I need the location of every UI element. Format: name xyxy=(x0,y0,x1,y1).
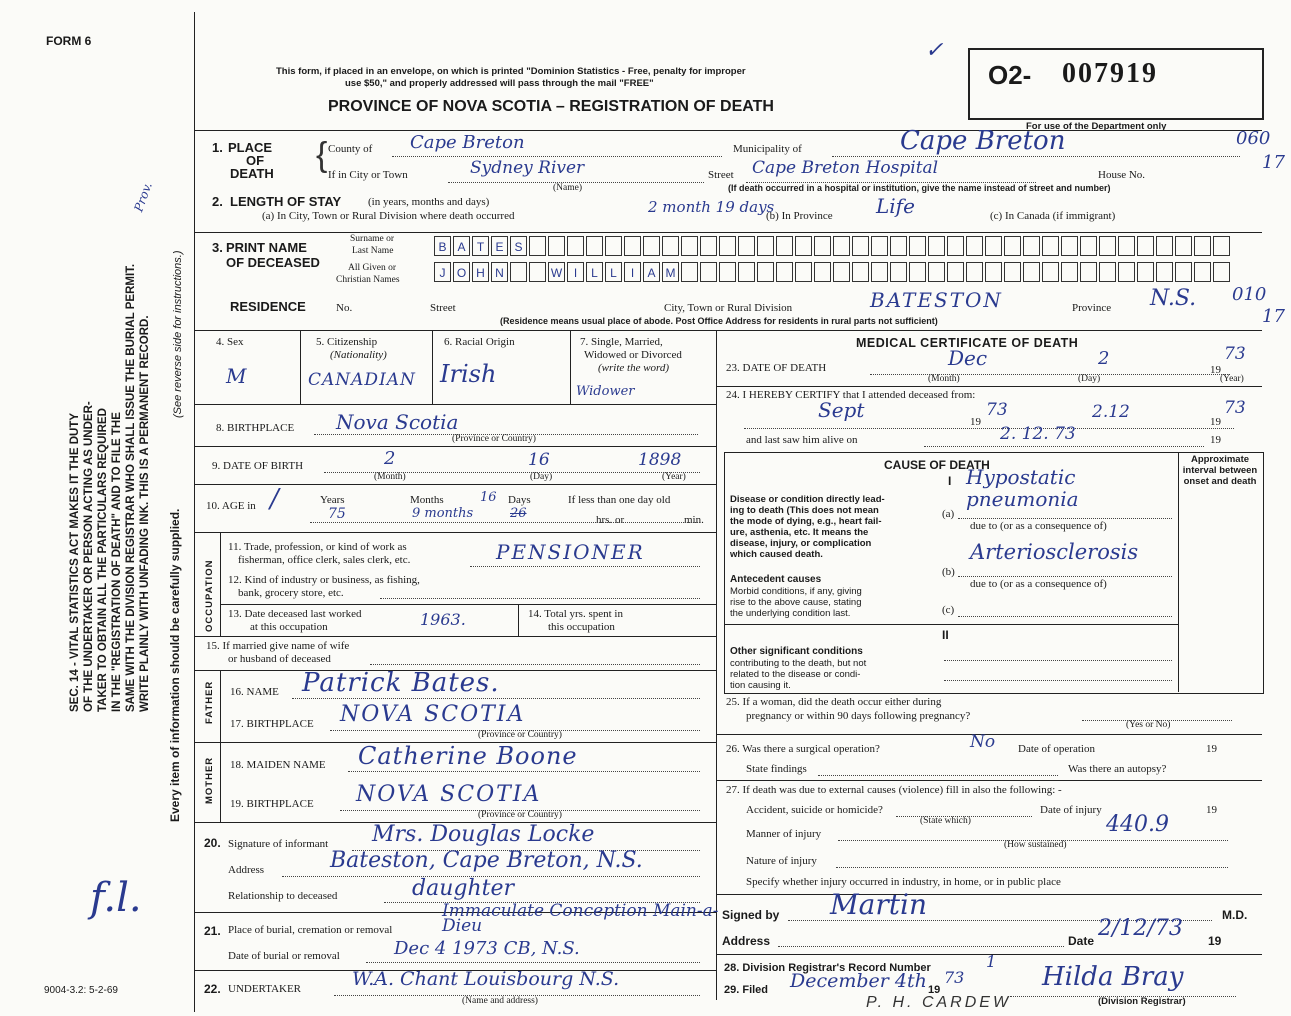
undertaker-num: 22. xyxy=(204,982,221,996)
surname-letter-box xyxy=(1137,236,1154,256)
disease-text: Disease or condition directly lead- ing to death (This does not mean the mode of dying, e.g., heart fail- ure, asthenia, etc. It means the disease, injury, or complication which caused death. xyxy=(730,494,885,560)
divider xyxy=(194,330,1262,331)
undertaker-value: W.A. Chant Louisbourg N.S. xyxy=(352,968,620,990)
marginal-note: Prov. xyxy=(131,180,155,214)
state-which-caption: (State which) xyxy=(920,816,971,826)
street-value: Cape Breton Hospital xyxy=(752,158,939,178)
md-label: M.D. xyxy=(1222,908,1248,922)
surname-letter-box xyxy=(1213,236,1230,256)
father-bp-caption: (Province or Country) xyxy=(478,730,562,740)
cause-b-value: Arteriosclerosis xyxy=(970,540,1139,564)
years-label: Years xyxy=(320,494,345,506)
marital-label: 7. Single, Married, xyxy=(580,336,663,348)
surname-letter-box xyxy=(567,236,584,256)
burial-date-value: Dec 4 1973 CB, N.S. xyxy=(394,938,580,959)
marital-label-3: (write the word) xyxy=(598,362,670,374)
given-name-letter-box xyxy=(1080,262,1097,282)
nineteen-from: 19 xyxy=(970,416,981,428)
industry-label: 12. Kind of industry or business, as fishing, xyxy=(228,574,420,586)
given-label: All Given or xyxy=(348,263,397,273)
how-sustained-caption: (How sustained) xyxy=(1004,840,1067,850)
given-label-2: Christian Names xyxy=(336,275,400,285)
date-of-death-label: 23. DATE OF DEATH xyxy=(726,362,827,374)
hrs-label: hrs. or xyxy=(596,514,625,526)
cause-a-value: Hypostatic pneumonia xyxy=(966,465,1079,511)
form-code: 9004-3.2: 5-2-69 xyxy=(44,985,118,996)
marital-value: Widower xyxy=(576,384,635,399)
filed-year-prefix: 19 xyxy=(928,984,941,996)
months-value: 9 months xyxy=(412,506,474,521)
death-day: 2 xyxy=(1098,348,1110,369)
autopsy-label: Was there an autopsy? xyxy=(1068,763,1167,775)
informant-num: 20. xyxy=(204,836,221,850)
due-to-label-1: due to (or as a consequence of) xyxy=(970,520,1107,532)
given-name-letter-box xyxy=(928,262,945,282)
death-year: 73 xyxy=(1224,344,1246,364)
city-value: Sydney River xyxy=(470,158,585,178)
filed-year: 73 xyxy=(944,968,965,987)
given-name-letter-box xyxy=(947,262,964,282)
department-use-label: For use of the Department only xyxy=(1026,121,1167,132)
given-name-letter-box xyxy=(1118,262,1135,282)
residence-street-label: Street xyxy=(430,302,456,314)
interval-label: Approximate interval between onset and death xyxy=(1182,454,1258,487)
citizenship-label: 5. Citizenship xyxy=(316,336,378,348)
registration-number: 007919 xyxy=(1062,58,1158,89)
form-title: PROVINCE OF NOVA SCOTIA – REGISTRATION OF DEATH xyxy=(328,98,774,115)
surname-letter-box xyxy=(852,236,869,256)
surname-letter-box xyxy=(738,236,755,256)
spouse-label: 15. If married give name of wife xyxy=(206,640,350,652)
informant-signature-label: Signature of informant xyxy=(228,838,329,850)
surname-letter-box: B xyxy=(434,236,451,256)
residence-province-value: N.S. xyxy=(1150,286,1197,311)
yes-no-caption: (Yes or No) xyxy=(1126,720,1171,730)
street-label: Street xyxy=(708,169,734,181)
racial-origin-label: 6. Racial Origin xyxy=(444,336,515,348)
record-number-label: 28. Division Registrar's Record Number xyxy=(724,962,931,974)
dob-label: 9. DATE OF BIRTH xyxy=(212,460,304,472)
place-label-death: DEATH xyxy=(230,166,274,181)
given-name-letter-box: I xyxy=(624,262,641,282)
father-name-label: 16. NAME xyxy=(230,686,279,698)
other-conditions-text: contributing to the death, but not related to the disease or condi- tion causing it. xyxy=(730,658,867,691)
part-two-label: II xyxy=(942,628,949,642)
given-name-letter-box xyxy=(681,262,698,282)
surname-letter-box xyxy=(833,236,850,256)
stay-c-label: (c) In Canada (if immigrant) xyxy=(990,210,1116,222)
surname-letter-box: E xyxy=(491,236,508,256)
surgery-answer: No xyxy=(970,732,996,752)
surname-letter-box xyxy=(909,236,926,256)
registrar-signature: Hilda Bray xyxy=(1042,962,1184,992)
last-worked-value: 1963. xyxy=(420,610,466,629)
age-label: 10. AGE in xyxy=(206,500,256,512)
surname-letter-box xyxy=(757,236,774,256)
surname-letter-box xyxy=(662,236,679,256)
father-side-label: FATHER xyxy=(204,680,215,724)
given-name-letter-box xyxy=(529,262,546,282)
left-border-line xyxy=(194,12,195,1012)
mother-side-label: MOTHER xyxy=(204,756,215,804)
brace: { xyxy=(316,136,328,174)
undertaker-caption: (Name and address) xyxy=(462,996,538,1006)
municipality-value: Cape Breton xyxy=(900,126,1066,156)
instructions-vertical-text: SEC. 14 - VITAL STATISTICS ACT MAKES IT THE DUTY OF THE UNDERTAKER OR PERSON ACTING AS UNDER- TAKER TO OBTAIN ALL THE PARTICULARS REQUIRED IN THE "REGISTRATION OF DEATH" AND TO FILE THE SAME WITH THE DIVISION REGISTRAR WHO SHALL ISSUE THE BURIAL PERMIT. WRITE PLAINLY WITH UNFADING INK. THIS IS A PERMANENT RECORD. xyxy=(69,263,151,712)
given-name-letter-box xyxy=(719,262,736,282)
death-month: Dec xyxy=(948,346,988,370)
surgery-question: 26. Was there a surgical operation? xyxy=(726,743,880,755)
relationship-label: Relationship to deceased xyxy=(228,890,338,902)
given-name-letter-box xyxy=(1099,262,1116,282)
informant-address: Bateston, Cape Breton, N.S. xyxy=(330,848,643,873)
given-name-letter-box: M xyxy=(662,262,679,282)
surname-letter-box xyxy=(1156,236,1173,256)
residence-no-label: No. xyxy=(336,302,353,314)
medical-certificate-title: MEDICAL CERTIFICATE OF DEATH xyxy=(856,336,1079,350)
surname-letter-box xyxy=(890,236,907,256)
relationship-value: daughter xyxy=(412,876,514,901)
classification-code: 440.9 xyxy=(1106,812,1169,837)
mother-name-label: 18. MAIDEN NAME xyxy=(230,759,326,771)
injury-date-label: Date of injury xyxy=(1040,804,1102,816)
given-name-letter-box: I xyxy=(567,262,584,282)
birthplace-value: Nova Scotia xyxy=(336,410,459,434)
name-caption: (Name) xyxy=(553,183,583,193)
surname-letter-box xyxy=(586,236,603,256)
physician-address-label: Address xyxy=(722,934,771,948)
county-label: County of xyxy=(328,143,373,155)
due-to-label-2: due to (or as a consequence of) xyxy=(970,578,1107,590)
registrar-caption: (Division Registrar) xyxy=(1098,996,1186,1007)
sex-value: M xyxy=(226,364,247,388)
given-name-letter-box xyxy=(510,262,527,282)
given-name-letter-box xyxy=(1061,262,1078,282)
filed-date: December 4th xyxy=(790,970,927,992)
residence-city-label: City, Town or Rural Division xyxy=(664,302,793,314)
external-causes-label: 27. If death was due to external causes (violence) fill in also the following: - xyxy=(726,784,1062,796)
operation-date-label: Date of operation xyxy=(1018,743,1095,755)
informant-address-label: Address xyxy=(228,864,265,876)
trade-label-2: fisherman, office clerk, sales clerk, etc. xyxy=(238,554,411,566)
given-name-letter-box xyxy=(1156,262,1173,282)
dob-year-caption: (Year) xyxy=(662,472,686,482)
place-label: PLACE xyxy=(228,140,273,155)
given-names-grid xyxy=(434,262,1262,282)
residence-city-value: BATESTON xyxy=(870,288,1003,312)
dob-year: 1898 xyxy=(638,450,682,470)
given-name-letter-box: L xyxy=(586,262,603,282)
surname-letter-box xyxy=(719,236,736,256)
antecedent-title: Antecedent causes xyxy=(730,574,822,585)
given-name-letter-box: L xyxy=(605,262,622,282)
surname-letter-box xyxy=(776,236,793,256)
birthplace-caption: (Province or Country) xyxy=(452,434,536,444)
spouse-label-2: or husband of deceased xyxy=(228,653,331,665)
mail-notice-line2: use $50," and properly addressed will pass through the mail "FREE" xyxy=(345,78,654,89)
sex-label: 4. Sex xyxy=(216,336,244,348)
mother-birthplace-value: NOVA SCOTIA xyxy=(356,782,542,807)
signed-by-label: Signed by xyxy=(722,908,780,922)
house-label: House No. xyxy=(1098,169,1146,181)
city-label: If in City or Town xyxy=(328,169,408,181)
record-number: 1 xyxy=(986,952,997,971)
mother-name-value: Catherine Boone xyxy=(358,742,578,770)
surname-letter-box: S xyxy=(510,236,527,256)
years-value: 75 xyxy=(328,506,346,522)
surname-letter-box xyxy=(605,236,622,256)
days-label: Days xyxy=(508,494,531,506)
given-name-letter-box: H xyxy=(472,262,489,282)
cause-b-label: (b) xyxy=(942,566,955,578)
divider xyxy=(194,130,1262,131)
stay-b-value: Life xyxy=(876,194,915,218)
given-name-letter-box xyxy=(1023,262,1040,282)
days-value: 16 xyxy=(480,490,497,505)
residence-code-2: 17 xyxy=(1262,306,1285,327)
place-num: 1. xyxy=(212,140,223,155)
last-saw-label: and last saw him alive on xyxy=(746,434,858,446)
stay-label-note: (in years, months and days) xyxy=(368,196,490,208)
stay-num: 2. xyxy=(212,194,223,209)
check-mark-icon: ✓ xyxy=(925,38,944,63)
certificate-date-label: Date xyxy=(1068,934,1095,948)
mail-notice-line1: This form, if placed in an envelope, on which is printed "Dominion Statistics - Free, penalty for improper xyxy=(276,66,746,77)
antecedent-text: Morbid conditions, if any, giving rise to the above cause, stating the underlying condition last. xyxy=(730,586,862,619)
total-years-label: 14. Total yrs. spent in xyxy=(528,608,623,620)
surname-letter-box xyxy=(529,236,546,256)
surname-letter-box xyxy=(947,236,964,256)
industry-label-2: bank, grocery store, etc. xyxy=(238,587,344,599)
certify-label: 24. I HEREBY CERTIFY that I attended deceased from: xyxy=(726,389,976,401)
surname-letter-box xyxy=(700,236,717,256)
burial-date-label: Date of burial or removal xyxy=(228,950,340,962)
surname-letter-box xyxy=(1004,236,1021,256)
marginal-initials: f.l. xyxy=(90,875,142,921)
nature-label: Nature of injury xyxy=(746,855,817,867)
surname-label-2: Last Name xyxy=(352,246,394,256)
given-name-letter-box xyxy=(966,262,983,282)
dob-day: 16 xyxy=(528,450,550,470)
less-than-day-label: If less than one day old xyxy=(568,494,671,506)
burial-num: 21. xyxy=(204,924,221,938)
surname-letter-box xyxy=(1042,236,1059,256)
surname-letter-box xyxy=(1061,236,1078,256)
given-name-letter-box xyxy=(833,262,850,282)
name-num: 3. xyxy=(212,240,223,255)
operation-year-prefix: 19 xyxy=(1206,743,1217,755)
mother-birthplace-label: 19. BIRTHPLACE xyxy=(230,798,314,810)
dob-month: 2 xyxy=(384,448,396,469)
surname-letter-box xyxy=(1118,236,1135,256)
father-birthplace-value: NOVA SCOTIA xyxy=(340,702,526,727)
given-name-letter-box: N xyxy=(491,262,508,282)
surname-letter-box xyxy=(548,236,565,256)
surname-label: Surname or xyxy=(350,234,395,244)
surname-letter-box: A xyxy=(453,236,470,256)
surname-letter-box xyxy=(1080,236,1097,256)
nineteen-last: 19 xyxy=(1210,434,1221,446)
residence-note: (Residence means usual place of abode. Post Office Address for residents in rural parts not sufficient) xyxy=(500,316,938,326)
given-name-letter-box: W xyxy=(548,262,565,282)
trade-label: 11. Trade, profession, or kind of work as xyxy=(228,541,407,553)
physician-signature: Martin xyxy=(830,888,927,921)
surname-letter-box xyxy=(1023,236,1040,256)
birthplace-label: 8. BIRTHPLACE xyxy=(216,422,295,434)
given-name-letter-box: A xyxy=(643,262,660,282)
death-year-caption: (Year) xyxy=(1220,374,1244,384)
mother-bp-caption: (Province or Country) xyxy=(478,810,562,820)
given-name-letter-box xyxy=(795,262,812,282)
racial-origin-value: Irish xyxy=(440,360,497,388)
attended-to-year: 73 xyxy=(1224,398,1246,418)
attended-to: 2.12 xyxy=(1092,402,1130,422)
manner-label: Manner of injury xyxy=(746,828,822,840)
cause-of-death-title: CAUSE OF DEATH xyxy=(884,458,990,472)
pregnancy-question: 25. If a woman, did the death occur either during xyxy=(726,696,942,708)
surname-letter-box xyxy=(814,236,831,256)
stay-label: LENGTH OF STAY xyxy=(230,194,342,209)
surname-letter-box xyxy=(795,236,812,256)
surname-grid xyxy=(434,236,1262,256)
dept-code-municipality-2: 17 xyxy=(1262,152,1285,173)
municipality-label: Municipality of xyxy=(733,143,802,155)
dob-month-caption: (Month) xyxy=(374,472,406,482)
given-name-letter-box xyxy=(890,262,907,282)
surname-letter-box: T xyxy=(472,236,489,256)
citizenship-sub: (Nationality) xyxy=(330,349,387,361)
father-birthplace-label: 17. BIRTHPLACE xyxy=(230,718,314,730)
informant-signature: Mrs. Douglas Locke xyxy=(372,822,595,847)
of-deceased-label: OF DECEASED xyxy=(226,255,320,270)
given-name-letter-box xyxy=(1175,262,1192,282)
dob-day-caption: (Day) xyxy=(530,472,553,482)
surname-letter-box xyxy=(871,236,888,256)
given-name-letter-box xyxy=(757,262,774,282)
cause-a-label: (a) xyxy=(942,508,955,520)
surname-letter-box xyxy=(985,236,1002,256)
given-name-letter-box xyxy=(985,262,1002,282)
residence-province-label: Province xyxy=(1072,302,1112,314)
given-name-letter-box xyxy=(1042,262,1059,282)
death-day-caption: (Day) xyxy=(1078,374,1101,384)
attended-from-year: 73 xyxy=(986,400,1008,420)
citizenship-value: CANADIAN xyxy=(308,370,416,390)
min-label: min. xyxy=(684,514,704,526)
stay-a-label: (a) In City, Town or Rural Division where death occurred xyxy=(262,210,515,222)
given-name-letter-box xyxy=(814,262,831,282)
undertaker-label: UNDERTAKER xyxy=(228,983,302,995)
other-conditions-title: Other significant conditions xyxy=(730,646,863,657)
surname-letter-box xyxy=(681,236,698,256)
cause-c-label: (c) xyxy=(942,604,955,616)
given-name-letter-box xyxy=(871,262,888,282)
burial-place-label: Place of burial, cremation or removal xyxy=(228,924,393,936)
last-worked-label: 13. Date deceased last worked xyxy=(228,608,362,620)
given-name-letter-box xyxy=(738,262,755,282)
surname-letter-box xyxy=(966,236,983,256)
given-name-letter-box: O xyxy=(453,262,470,282)
filed-label: 29. Filed xyxy=(724,984,769,996)
given-name-letter-box: J xyxy=(434,262,451,282)
reverse-side-note: (See reverse side for instructions.) xyxy=(172,250,184,418)
part-one-label: I xyxy=(948,474,952,488)
county-value: Cape Breton xyxy=(410,132,525,153)
pregnancy-question-2: pregnancy or within 90 days following pregnancy? xyxy=(746,710,971,722)
certificate-year-prefix: 19 xyxy=(1208,934,1222,948)
place-label-of: OF xyxy=(246,153,265,168)
dept-code-municipality: 060 xyxy=(1236,128,1271,149)
injury-year-prefix: 19 xyxy=(1206,804,1217,816)
surname-letter-box xyxy=(928,236,945,256)
surname-letter-box xyxy=(643,236,660,256)
given-name-letter-box xyxy=(852,262,869,282)
hospital-note: (If death occurred in a hospital or institution, give the name instead of street and number) xyxy=(728,183,1111,193)
form-number-label: FORM 6 xyxy=(46,34,92,48)
last-worked-label-2: at this occupation xyxy=(250,621,328,633)
print-name-label: PRINT NAME xyxy=(226,240,307,255)
given-name-letter-box xyxy=(1194,262,1211,282)
attended-from: Sept xyxy=(818,398,865,422)
total-years-label-2: this occupation xyxy=(548,621,615,633)
registrar-stamp: P. H. CARDEW xyxy=(866,994,1012,1011)
trade-value: PENSIONER xyxy=(496,540,645,564)
given-name-letter-box xyxy=(1213,262,1230,282)
divider xyxy=(194,232,1262,233)
given-name-letter-box xyxy=(700,262,717,282)
occupation-side-label: OCCUPATION xyxy=(204,559,215,632)
registration-prefix: O2- xyxy=(988,60,1032,90)
surname-letter-box xyxy=(1194,236,1211,256)
residence-code: 010 xyxy=(1232,284,1267,305)
surname-letter-box xyxy=(1099,236,1116,256)
center-column-divider xyxy=(716,330,717,1000)
accident-label: Accident, suicide or homicide? xyxy=(746,804,883,816)
age-check: / xyxy=(270,484,279,514)
father-name-value: Patrick Bates. xyxy=(302,668,500,698)
death-year-prefix: 19 xyxy=(1210,364,1221,376)
careful-supply-text: Every item of information should be carefully supplied. xyxy=(168,508,182,822)
given-name-letter-box xyxy=(1137,262,1154,282)
surname-letter-box xyxy=(624,236,641,256)
last-saw-value: 2. 12. 73 xyxy=(1000,424,1076,444)
death-month-caption: (Month) xyxy=(928,374,960,384)
marital-label-2: Widowed or Divorced xyxy=(584,349,682,361)
given-name-letter-box xyxy=(776,262,793,282)
certificate-date: 2/12/73 xyxy=(1098,916,1183,941)
burial-place-value: Immaculate Conception Main-a-Dieu xyxy=(442,901,719,936)
nineteen-to: 19 xyxy=(1210,416,1221,428)
surname-letter-box xyxy=(1175,236,1192,256)
days-struck-value: 26 xyxy=(510,506,527,521)
stay-a-value: 2 month 19 days xyxy=(648,198,775,216)
stay-b-label: (b) In Province xyxy=(766,210,833,222)
given-name-letter-box xyxy=(909,262,926,282)
specify-label: Specify whether injury occurred in industry, in home, or in public place xyxy=(746,876,1061,888)
given-name-letter-box xyxy=(1004,262,1021,282)
residence-label: RESIDENCE xyxy=(230,299,306,314)
months-label: Months xyxy=(410,494,444,506)
state-findings-label: State findings xyxy=(746,763,807,775)
